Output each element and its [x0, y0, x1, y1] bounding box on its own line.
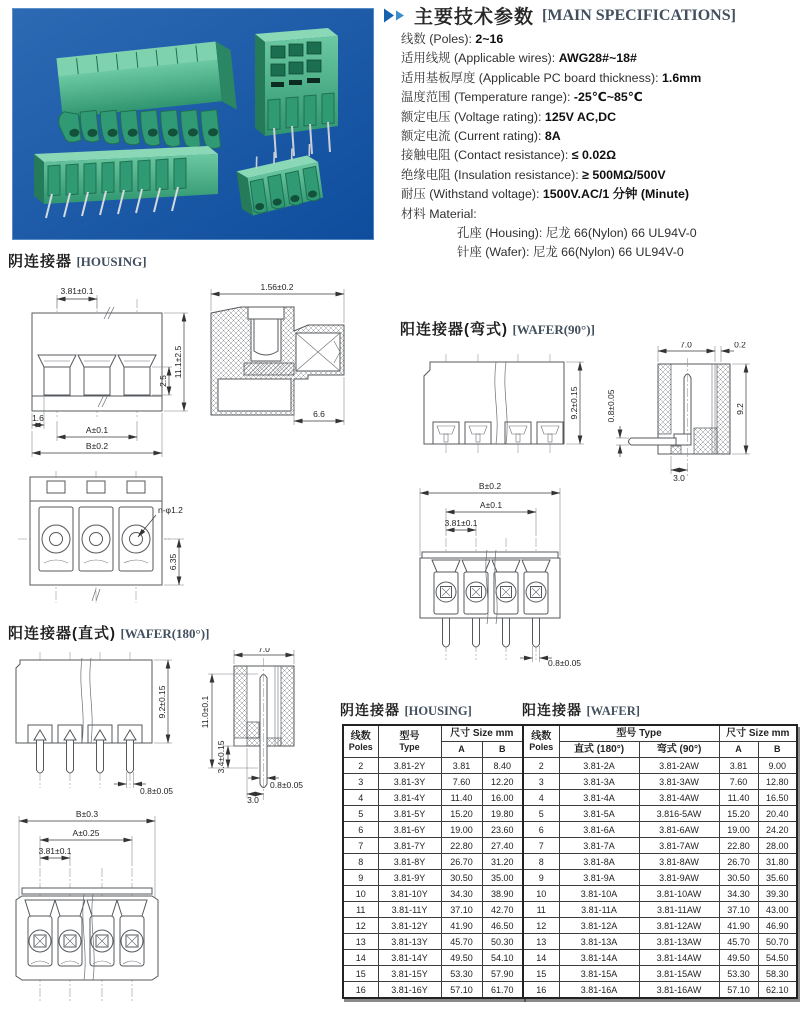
- table-cell: 45.70: [719, 934, 758, 950]
- table-cell: 15.20: [441, 806, 482, 822]
- table-cell: 3.81-6Y: [378, 822, 441, 838]
- table-cell: 3.81-7AW: [639, 838, 719, 854]
- drawing-housing-side: [196, 283, 356, 436]
- col-header-straight: 直式 (180°): [559, 742, 639, 758]
- table-cell: 3.81-16Y: [378, 982, 441, 999]
- table-row: [343, 966, 523, 982]
- table-cell: 3.81-5A: [559, 806, 639, 822]
- dimension-label: 0.8±0.05: [140, 786, 174, 796]
- table-cell: 3.81-9A: [559, 870, 639, 886]
- table-cell: 3.81-7Y: [378, 838, 441, 854]
- table-cell: 39.30: [758, 886, 797, 902]
- table-row: [343, 854, 523, 870]
- table-cell: 16.00: [482, 790, 523, 806]
- table-cell: 11: [343, 902, 378, 918]
- table-cell: 7: [523, 838, 559, 854]
- table-cell: 12: [523, 918, 559, 934]
- main-specs-heading: [384, 2, 736, 29]
- table-cell: 7.60: [719, 774, 758, 790]
- housing-table: [342, 724, 524, 999]
- table-cell: 12: [343, 918, 378, 934]
- table-cell: 38.90: [482, 886, 523, 902]
- table-row: [343, 758, 523, 774]
- table-cell: 26.70: [441, 854, 482, 870]
- table-cell: 15: [343, 966, 378, 982]
- dimension-label: 6.35: [168, 553, 178, 571]
- dimension-label: 2.5: [158, 375, 168, 387]
- col-header-type: 型号 Type: [378, 725, 441, 758]
- spec-line-material-housing: 孔座 (Housing): 尼龙 66(Nylon) 66 UL94V-0: [457, 226, 697, 241]
- table-cell: 3.81-4AW: [639, 790, 719, 806]
- table-cell: 4: [523, 790, 559, 806]
- table-cell: 16: [523, 982, 559, 999]
- table-row: [523, 790, 797, 806]
- table-cell: 3.81-5Y: [378, 806, 441, 822]
- spec-line: 适用线规 (Applicable wires): AWG28#~18#: [401, 51, 637, 66]
- table-cell: 57.10: [441, 982, 482, 999]
- table-cell: 3.81-3Y: [378, 774, 441, 790]
- table-cell: 19.80: [482, 806, 523, 822]
- table-cell: 31.20: [482, 854, 523, 870]
- table-cell: 3.81-10A: [559, 886, 639, 902]
- table-row: [523, 870, 797, 886]
- dimension-label: 11.0±0.1: [200, 695, 210, 729]
- table-cell: 3.81-8Y: [378, 854, 441, 870]
- wafer-table: [522, 724, 798, 999]
- table-cell: 41.90: [441, 918, 482, 934]
- dimension-label: 0.8±0.05: [606, 389, 616, 423]
- table-cell: 3.81-8AW: [639, 854, 719, 870]
- table-cell: 26.70: [719, 854, 758, 870]
- table-cell: 45.70: [441, 934, 482, 950]
- col-header-a: A: [441, 742, 482, 758]
- table-cell: 61.70: [482, 982, 523, 999]
- table-row: [523, 806, 797, 822]
- table-cell: 3.81-11Y: [378, 902, 441, 918]
- table-row: [523, 822, 797, 838]
- table-row: [523, 838, 797, 854]
- table-cell: 62.10: [758, 982, 797, 999]
- table-row: [523, 982, 797, 999]
- table-row: [343, 806, 523, 822]
- col-header-b: B: [758, 742, 797, 758]
- table-cell: 46.90: [758, 918, 797, 934]
- section-heading-wafer180: 阳连接器(直式) [WAFER(180°)]: [8, 625, 210, 642]
- table-cell: 23.60: [482, 822, 523, 838]
- table-cell: 15.20: [719, 806, 758, 822]
- table-cell: 3.81-14Y: [378, 950, 441, 966]
- table-row: [343, 934, 523, 950]
- dimension-label: 0.2: [734, 342, 746, 350]
- spec-line: 绝缘电阻 (Insulation resistance): ≥ 500MΩ/500V: [401, 167, 666, 182]
- table-cell: 10: [523, 886, 559, 902]
- table-row: [343, 838, 523, 854]
- table-cell: 13: [343, 934, 378, 950]
- table-cell: 3: [523, 774, 559, 790]
- table-cell: 3.81-7A: [559, 838, 639, 854]
- spec-list: [401, 30, 701, 263]
- table-cell: 3: [343, 774, 378, 790]
- table-cell: 11.40: [719, 790, 758, 806]
- table-cell: 16: [343, 982, 378, 999]
- dimension-label: 1.6: [32, 413, 44, 423]
- main-specs-title-zh: 主要技术参数: [414, 7, 535, 28]
- col-header-a: A: [719, 742, 758, 758]
- table-row: [523, 854, 797, 870]
- col-header-type: 型号 Type: [559, 725, 719, 742]
- table-cell: 8.40: [482, 758, 523, 774]
- dimension-label: A±0.1: [85, 425, 109, 435]
- table-cell: 10: [343, 886, 378, 902]
- dimension-label: 7.0: [258, 648, 270, 654]
- table-cell: 27.40: [482, 838, 523, 854]
- table-cell: 11.40: [441, 790, 482, 806]
- drawing-housing-bottom: [12, 467, 194, 624]
- table-cell: 3.81-9AW: [639, 870, 719, 886]
- table-cell: 3.81-10AW: [639, 886, 719, 902]
- table-row: [523, 774, 797, 790]
- table-row: [343, 982, 523, 999]
- table-cell: 37.10: [719, 902, 758, 918]
- table-cell: 9: [523, 870, 559, 886]
- table-cell: 3.81-14AW: [639, 950, 719, 966]
- col-header-size: 尺寸 Size mm: [441, 725, 523, 742]
- table-cell: 3.81-11A: [559, 902, 639, 918]
- table-cell: 3.81: [719, 758, 758, 774]
- arrow-right-icon: [384, 8, 406, 23]
- table-cell: 30.50: [719, 870, 758, 886]
- table-cell: 3.81-2A: [559, 758, 639, 774]
- dimension-label: 6.6: [313, 409, 325, 419]
- table-cell: 34.30: [441, 886, 482, 902]
- table-cell: 2: [523, 758, 559, 774]
- dimension-label: 0.8±0.05: [270, 780, 304, 790]
- table-cell: 46.50: [482, 918, 523, 934]
- table-cell: 3.81-3A: [559, 774, 639, 790]
- dimension-label: A±0.25: [72, 828, 100, 838]
- table-cell: 3.81-2AW: [639, 758, 719, 774]
- table-cell: 19.00: [441, 822, 482, 838]
- spec-line: 额定电流 (Current rating): 8A: [401, 129, 561, 144]
- table-cell: 24.20: [758, 822, 797, 838]
- table-cell: 3.81-14A: [559, 950, 639, 966]
- col-header-bend: 弯式 (90°): [639, 742, 719, 758]
- table-cell: 6: [523, 822, 559, 838]
- table-cell: 6: [343, 822, 378, 838]
- product-photo: [12, 8, 374, 245]
- table-row: [523, 934, 797, 950]
- table-cell: 12.20: [482, 774, 523, 790]
- spec-line-material-wafer: 针座 (Wafer): 尼龙 66(Nylon) 66 UL94V-0: [457, 245, 684, 260]
- table-cell: 3.81-6A: [559, 822, 639, 838]
- table-cell: 34.30: [719, 886, 758, 902]
- table-cell: 3.81-3AW: [639, 774, 719, 790]
- table-cell: 3.81-4A: [559, 790, 639, 806]
- table-cell: 35.00: [482, 870, 523, 886]
- col-header-b: B: [482, 742, 523, 758]
- table-cell: 7.60: [441, 774, 482, 790]
- table-cell: 3.81-15Y: [378, 966, 441, 982]
- housing-table-title: 阴连接器 [HOUSING]: [340, 702, 472, 718]
- table-cell: 37.10: [441, 902, 482, 918]
- table-cell: 3.81-8A: [559, 854, 639, 870]
- table-cell: 15: [523, 966, 559, 982]
- table-cell: 19.00: [719, 822, 758, 838]
- table-cell: 22.80: [441, 838, 482, 854]
- table-cell: 43.00: [758, 902, 797, 918]
- dimension-label: A±0.1: [479, 500, 503, 510]
- table-cell: 5: [523, 806, 559, 822]
- dimension-label: 7.0: [680, 342, 692, 350]
- drawing-wafer-front: [398, 478, 648, 675]
- table-cell: 28.00: [758, 838, 797, 854]
- table-row: [343, 822, 523, 838]
- dimension-label: 3.81±0.1: [444, 518, 478, 528]
- dimension-label: 1.56±0.2: [260, 283, 294, 292]
- table-cell: 3.81-9Y: [378, 870, 441, 886]
- dimension-label: 9.2±0.15: [569, 386, 579, 420]
- table-cell: 53.30: [719, 966, 758, 982]
- table-cell: 3.81-12A: [559, 918, 639, 934]
- table-cell: 49.50: [441, 950, 482, 966]
- table-cell: 14: [523, 950, 559, 966]
- dimension-label: n-φ1.2: [158, 505, 183, 515]
- table-cell: 22.80: [719, 838, 758, 854]
- table-cell: 13: [523, 934, 559, 950]
- table-cell: 3.81-12Y: [378, 918, 441, 934]
- table-cell: 14: [343, 950, 378, 966]
- dimension-label: 11.1±2.5: [173, 345, 183, 379]
- drawing-housing-front: [12, 283, 194, 468]
- dimension-label: 0.8±0.05: [548, 658, 582, 668]
- table-row: [343, 886, 523, 902]
- table-cell: 12.80: [758, 774, 797, 790]
- table-cell: 9.00: [758, 758, 797, 774]
- table-cell: 31.80: [758, 854, 797, 870]
- table-cell: 50.30: [482, 934, 523, 950]
- drawing-wafer90: [418, 342, 796, 487]
- col-header-poles: 线数 Poles: [523, 725, 559, 758]
- table-row: [343, 790, 523, 806]
- table-row: [523, 758, 797, 774]
- dimension-label: B±0.3: [75, 809, 99, 819]
- table-cell: 8: [343, 854, 378, 870]
- table-cell: 3.81-10Y: [378, 886, 441, 902]
- table-cell: 3.81-13A: [559, 934, 639, 950]
- dimension-label: B±0.2: [478, 481, 502, 491]
- table-cell: 5: [343, 806, 378, 822]
- spec-line: 线数 (Poles): 2~16: [401, 32, 504, 46]
- table-cell: 4: [343, 790, 378, 806]
- col-header-size: 尺寸 Size mm: [719, 725, 797, 742]
- table-row: [523, 966, 797, 982]
- table-cell: 20.40: [758, 806, 797, 822]
- table-cell: 53.30: [441, 966, 482, 982]
- col-header-poles: 线数 Poles: [343, 725, 378, 758]
- table-row: [343, 774, 523, 790]
- dimension-label: 3.0: [247, 795, 259, 804]
- table-cell: 3.81-6AW: [639, 822, 719, 838]
- spec-line: 适用基板厚度 (Applicable PC board thickness): 1.6mm: [401, 70, 702, 85]
- table-row: [343, 902, 523, 918]
- table-cell: 54.10: [482, 950, 523, 966]
- table-cell: 3.81-13AW: [639, 934, 719, 950]
- table-cell: 3.81-13Y: [378, 934, 441, 950]
- section-heading-housing: 阴连接器 [HOUSING]: [8, 253, 147, 270]
- drawing-wafer180: [12, 648, 334, 809]
- wafer-table-title: 阳连接器 [WAFER]: [522, 702, 640, 718]
- table-cell: 7: [343, 838, 378, 854]
- table-cell: 49.50: [719, 950, 758, 966]
- table-cell: 54.50: [758, 950, 797, 966]
- main-specs-title-en: [MAIN SPECIFICATIONS]: [542, 6, 736, 24]
- dimension-label: 3.0: [673, 473, 685, 482]
- table-row: [523, 902, 797, 918]
- table-cell: 57.90: [482, 966, 523, 982]
- table-row: [523, 918, 797, 934]
- table-cell: 9: [343, 870, 378, 886]
- table-cell: 3.81-16AW: [639, 982, 719, 999]
- table-cell: 3.81-2Y: [378, 758, 441, 774]
- spec-line-material: 材料 Material:: [401, 206, 477, 221]
- table-cell: 16.50: [758, 790, 797, 806]
- dimension-label: 3.4±0.15: [216, 740, 226, 774]
- spec-line: 接触电阻 (Contact resistance): ≤ 0.02Ω: [401, 148, 617, 163]
- table-row: [343, 870, 523, 886]
- dimension-label: 9.2: [735, 403, 745, 415]
- drawing-wafer-bottom: [12, 808, 222, 1013]
- spec-line: 温度范围 (Temperature range): -25℃~85℃: [401, 90, 643, 105]
- table-cell: 2: [343, 758, 378, 774]
- table-cell: 50.70: [758, 934, 797, 950]
- table-cell: 8: [523, 854, 559, 870]
- table-cell: 3.81-16A: [559, 982, 639, 999]
- spec-line: 耐压 (Withstand voltage): 1500V.AC/1 分钟 (Minute): [401, 187, 690, 202]
- table-row: [343, 918, 523, 934]
- section-heading-wafer90: 阳连接器(弯式) [WAFER(90°)]: [400, 321, 595, 338]
- table-cell: 41.90: [719, 918, 758, 934]
- table-cell: 3.81-12AW: [639, 918, 719, 934]
- dimension-label: 9.2±0.15: [157, 685, 167, 719]
- table-cell: 3.81: [441, 758, 482, 774]
- table-cell: 3.81-11AW: [639, 902, 719, 918]
- spec-line: 额定电压 (Voltage rating): 125V AC,DC: [401, 109, 617, 124]
- table-cell: 57.10: [719, 982, 758, 999]
- table-cell: 35.60: [758, 870, 797, 886]
- table-cell: 3.816-5AW: [639, 806, 719, 822]
- dimension-label: B±0.2: [85, 441, 109, 451]
- table-cell: 58.30: [758, 966, 797, 982]
- table-cell: 11: [523, 902, 559, 918]
- table-row: [523, 950, 797, 966]
- table-cell: 3.81-4Y: [378, 790, 441, 806]
- table-row: [523, 886, 797, 902]
- table-cell: 3.81-15AW: [639, 966, 719, 982]
- table-cell: 30.50: [441, 870, 482, 886]
- dimension-label: 3.81±0.1: [60, 286, 94, 296]
- table-cell: 42.70: [482, 902, 523, 918]
- table-row: [343, 950, 523, 966]
- dimension-label: 3.81±0.1: [38, 846, 72, 856]
- table-cell: 3.81-15A: [559, 966, 639, 982]
